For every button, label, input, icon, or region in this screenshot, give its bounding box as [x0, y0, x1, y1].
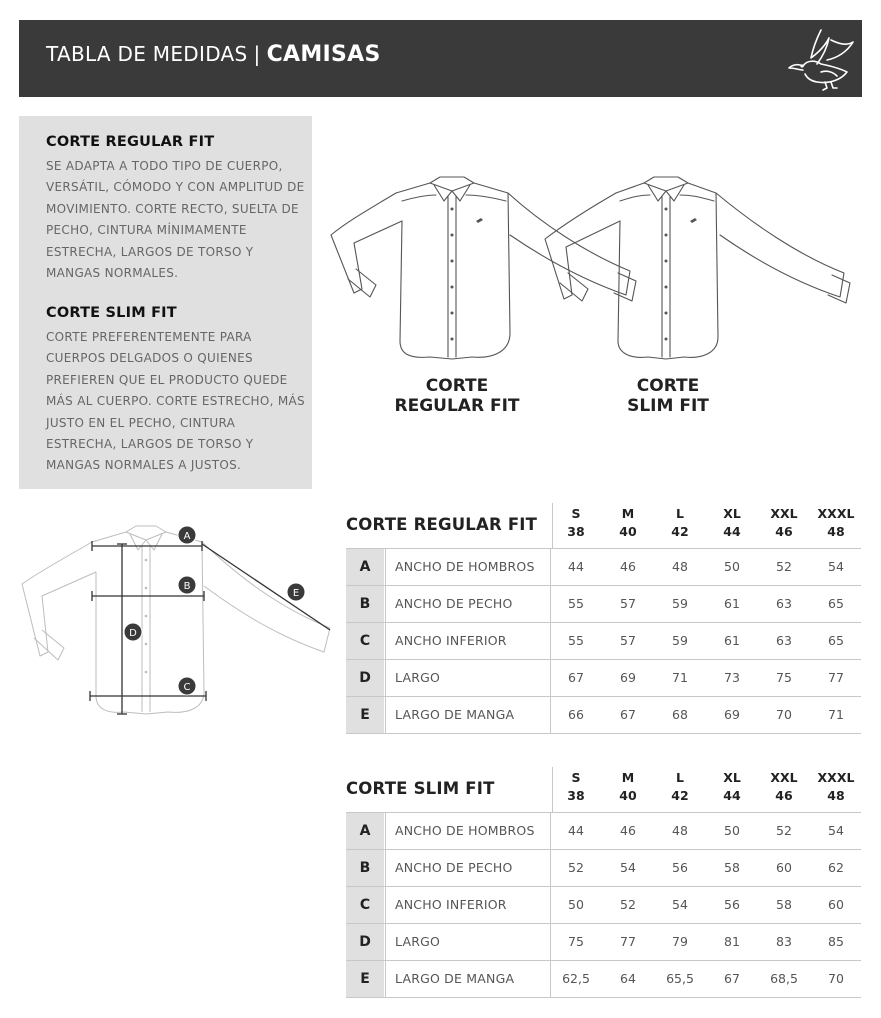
table-row [346, 813, 861, 850]
row-label: ANCHO DE HOMBROS [385, 549, 551, 585]
size-header-xl [712, 505, 752, 541]
measurement-cell: 69 [620, 670, 636, 685]
table-row [346, 660, 861, 697]
size-header-xl [712, 769, 752, 805]
slim-size-table [346, 812, 861, 998]
row-letter: E [346, 697, 384, 733]
regular-size-table [346, 548, 861, 734]
measurement-cell: 69 [724, 707, 740, 722]
size-header-s [556, 769, 596, 805]
size-header-s [556, 505, 596, 541]
row-label: ANCHO DE PECHO [385, 850, 551, 886]
regular-table-title: CORTE REGULAR FIT [346, 515, 538, 534]
measurement-cell: 67 [724, 971, 740, 986]
measurement-cell: 63 [776, 596, 792, 611]
size-letter: M [621, 506, 635, 521]
measurement-cell: 79 [672, 934, 688, 949]
measurement-cell: 44 [568, 823, 584, 838]
slim-fit-description: CORTE PREFERENTEMENTE PARA CUERPOS DELGADOS O QUIENES PREFIEREN QUE EL PRODUCTO QUEDE MÁS AL CUERPO. CORTE ESTRECHO, MÁS JUSTO EN EL PECHO, CINTURA ESTRECHA, LARGOS DE TORSO Y MANGAS NORMALES A JUSTOS. [46, 330, 305, 473]
title-separator: | [253, 42, 261, 66]
size-letter: M [621, 770, 635, 785]
measurement-cell: 65 [828, 596, 844, 611]
measurement-cell: 77 [828, 670, 844, 685]
measurement-cell: 54 [828, 559, 844, 574]
size-letter: XL [723, 770, 741, 785]
measurement-cell: 55 [568, 633, 584, 648]
measurement-cell: 75 [568, 934, 584, 949]
slim-fit-label-line1: CORTE [636, 376, 700, 396]
size-letter: XXXL [817, 506, 855, 521]
size-number: 40 [619, 524, 637, 539]
measurement-cell: 54 [828, 823, 844, 838]
marker-e-label: E [292, 588, 300, 599]
size-number: 40 [619, 788, 637, 803]
measurement-cell: 46 [620, 823, 636, 838]
measurement-cell: 68 [672, 707, 688, 722]
slim-fit-heading: CORTE SLIM FIT [46, 305, 177, 321]
measurement-cell: 61 [724, 633, 740, 648]
table-row [346, 549, 861, 586]
measurement-cell: 54 [620, 860, 636, 875]
title-light: TABLA DE MEDIDAS [46, 42, 248, 66]
measurement-cell: 44 [568, 559, 584, 574]
size-header-xxxl [816, 505, 856, 541]
slim-table-title: CORTE SLIM FIT [346, 779, 495, 798]
measurement-cell: 46 [620, 559, 636, 574]
measurement-cell: 52 [776, 823, 792, 838]
duck-logo-icon [781, 26, 857, 92]
page-title [46, 42, 381, 67]
marker-d-label: D [129, 628, 137, 639]
row-letter: B [346, 850, 384, 886]
measurement-cell: 50 [568, 897, 584, 912]
measurement-cell: 56 [672, 860, 688, 875]
slim-fit-shirt-illustration [540, 173, 856, 365]
measurement-cell: 83 [776, 934, 792, 949]
header-divider [552, 503, 553, 548]
measurement-cell: 52 [620, 897, 636, 912]
measurement-cell: 73 [724, 670, 740, 685]
measurement-cell: 48 [672, 559, 688, 574]
measurement-cell: 77 [620, 934, 636, 949]
measurement-cell: 52 [568, 860, 584, 875]
measurement-cell: 50 [724, 823, 740, 838]
measurement-cell: 61 [724, 596, 740, 611]
table-row [346, 887, 861, 924]
row-label: LARGO [385, 924, 551, 960]
header-divider [552, 767, 553, 812]
measurement-cell: 57 [620, 596, 636, 611]
measurement-cell: 62,5 [562, 971, 590, 986]
fit-description-box [19, 116, 312, 489]
marker-c-label: C [183, 682, 191, 693]
size-header-m [608, 769, 648, 805]
table-row [346, 850, 861, 887]
row-letter: A [346, 549, 384, 585]
row-label: ANCHO INFERIOR [385, 887, 551, 923]
measurement-cell: 65 [828, 633, 844, 648]
size-letter: XL [723, 506, 741, 521]
size-header-xxxl [816, 769, 856, 805]
measurement-cell: 58 [724, 860, 740, 875]
row-label: LARGO DE MANGA [385, 697, 551, 733]
measurement-cell: 52 [776, 559, 792, 574]
measurement-cell: 50 [724, 559, 740, 574]
measurement-cell: 55 [568, 596, 584, 611]
size-letter: S [571, 770, 581, 785]
measurement-cell: 57 [620, 633, 636, 648]
marker-b-label: B [183, 581, 191, 592]
row-letter: D [346, 924, 384, 960]
regular-fit-label-line1: CORTE [425, 376, 489, 396]
measurement-cell: 81 [724, 934, 740, 949]
table-row [346, 924, 861, 961]
row-letter: E [346, 961, 384, 997]
row-label: ANCHO DE HOMBROS [385, 813, 551, 849]
size-letter: L [676, 770, 684, 785]
row-letter: B [346, 586, 384, 622]
measurement-cell: 67 [568, 670, 584, 685]
size-header-m [608, 505, 648, 541]
regular-fit-heading: CORTE REGULAR FIT [46, 134, 215, 150]
row-letter: A [346, 813, 384, 849]
measurement-cell: 60 [828, 897, 844, 912]
measurement-diagram [18, 522, 338, 718]
measurement-cell: 54 [672, 897, 688, 912]
size-header-xxl [764, 769, 804, 805]
measurement-cell: 68,5 [770, 971, 798, 986]
table-row [346, 623, 861, 660]
row-label: LARGO DE MANGA [385, 961, 551, 997]
measurement-cell: 71 [672, 670, 688, 685]
size-number: 42 [671, 524, 689, 539]
header-bar [19, 20, 862, 97]
size-number: 48 [827, 524, 845, 539]
size-number: 44 [723, 788, 741, 803]
measurement-cell: 85 [828, 934, 844, 949]
row-letter: C [346, 887, 384, 923]
measurement-cell: 60 [776, 860, 792, 875]
size-number: 38 [567, 524, 585, 539]
measurement-cell: 70 [776, 707, 792, 722]
measurement-cell: 63 [776, 633, 792, 648]
measurement-cell: 64 [620, 971, 636, 986]
row-letter: C [346, 623, 384, 659]
table-row [346, 961, 861, 998]
regular-fit-label [376, 376, 538, 416]
measurement-cell: 75 [776, 670, 792, 685]
size-number: 48 [827, 788, 845, 803]
size-header-l [660, 505, 700, 541]
measurement-cell: 66 [568, 707, 584, 722]
measurement-cell: 67 [620, 707, 636, 722]
title-bold: CAMISAS [266, 42, 381, 67]
row-label: ANCHO INFERIOR [385, 623, 551, 659]
size-header-l [660, 769, 700, 805]
table-row [346, 586, 861, 623]
slim-fit-label-line2: SLIM FIT [627, 396, 709, 416]
regular-fit-description: SE ADAPTA A TODO TIPO DE CUERPO, VERSÁTIL, CÓMODO Y CON AMPLITUD DE MOVIMIENTO. CORTE RECTO, SUELTA DE PECHO, CINTURA MÍNIMAMENTE ESTRECHA, LARGOS DE TORSO Y MANGAS NORMALES. [46, 159, 305, 281]
measurement-cell: 71 [828, 707, 844, 722]
marker-a-label: A [183, 531, 191, 542]
row-letter: D [346, 660, 384, 696]
measurement-cell: 48 [672, 823, 688, 838]
measurement-cell: 62 [828, 860, 844, 875]
slim-fit-label [588, 376, 748, 416]
measurement-cell: 59 [672, 633, 688, 648]
size-number: 44 [723, 524, 741, 539]
size-number: 38 [567, 788, 585, 803]
row-label: LARGO [385, 660, 551, 696]
measurement-cell: 56 [724, 897, 740, 912]
measurement-cell: 65,5 [666, 971, 694, 986]
size-number: 42 [671, 788, 689, 803]
size-letter: XXL [770, 506, 798, 521]
size-letter: S [571, 506, 581, 521]
size-number: 46 [775, 524, 793, 539]
measurement-cell: 59 [672, 596, 688, 611]
table-row [346, 697, 861, 734]
size-letter: L [676, 506, 684, 521]
row-label: ANCHO DE PECHO [385, 586, 551, 622]
size-header-xxl [764, 505, 804, 541]
size-number: 46 [775, 788, 793, 803]
measurement-cell: 70 [828, 971, 844, 986]
size-letter: XXL [770, 770, 798, 785]
size-letter: XXXL [817, 770, 855, 785]
regular-fit-label-line2: REGULAR FIT [394, 396, 520, 416]
measurement-cell: 58 [776, 897, 792, 912]
